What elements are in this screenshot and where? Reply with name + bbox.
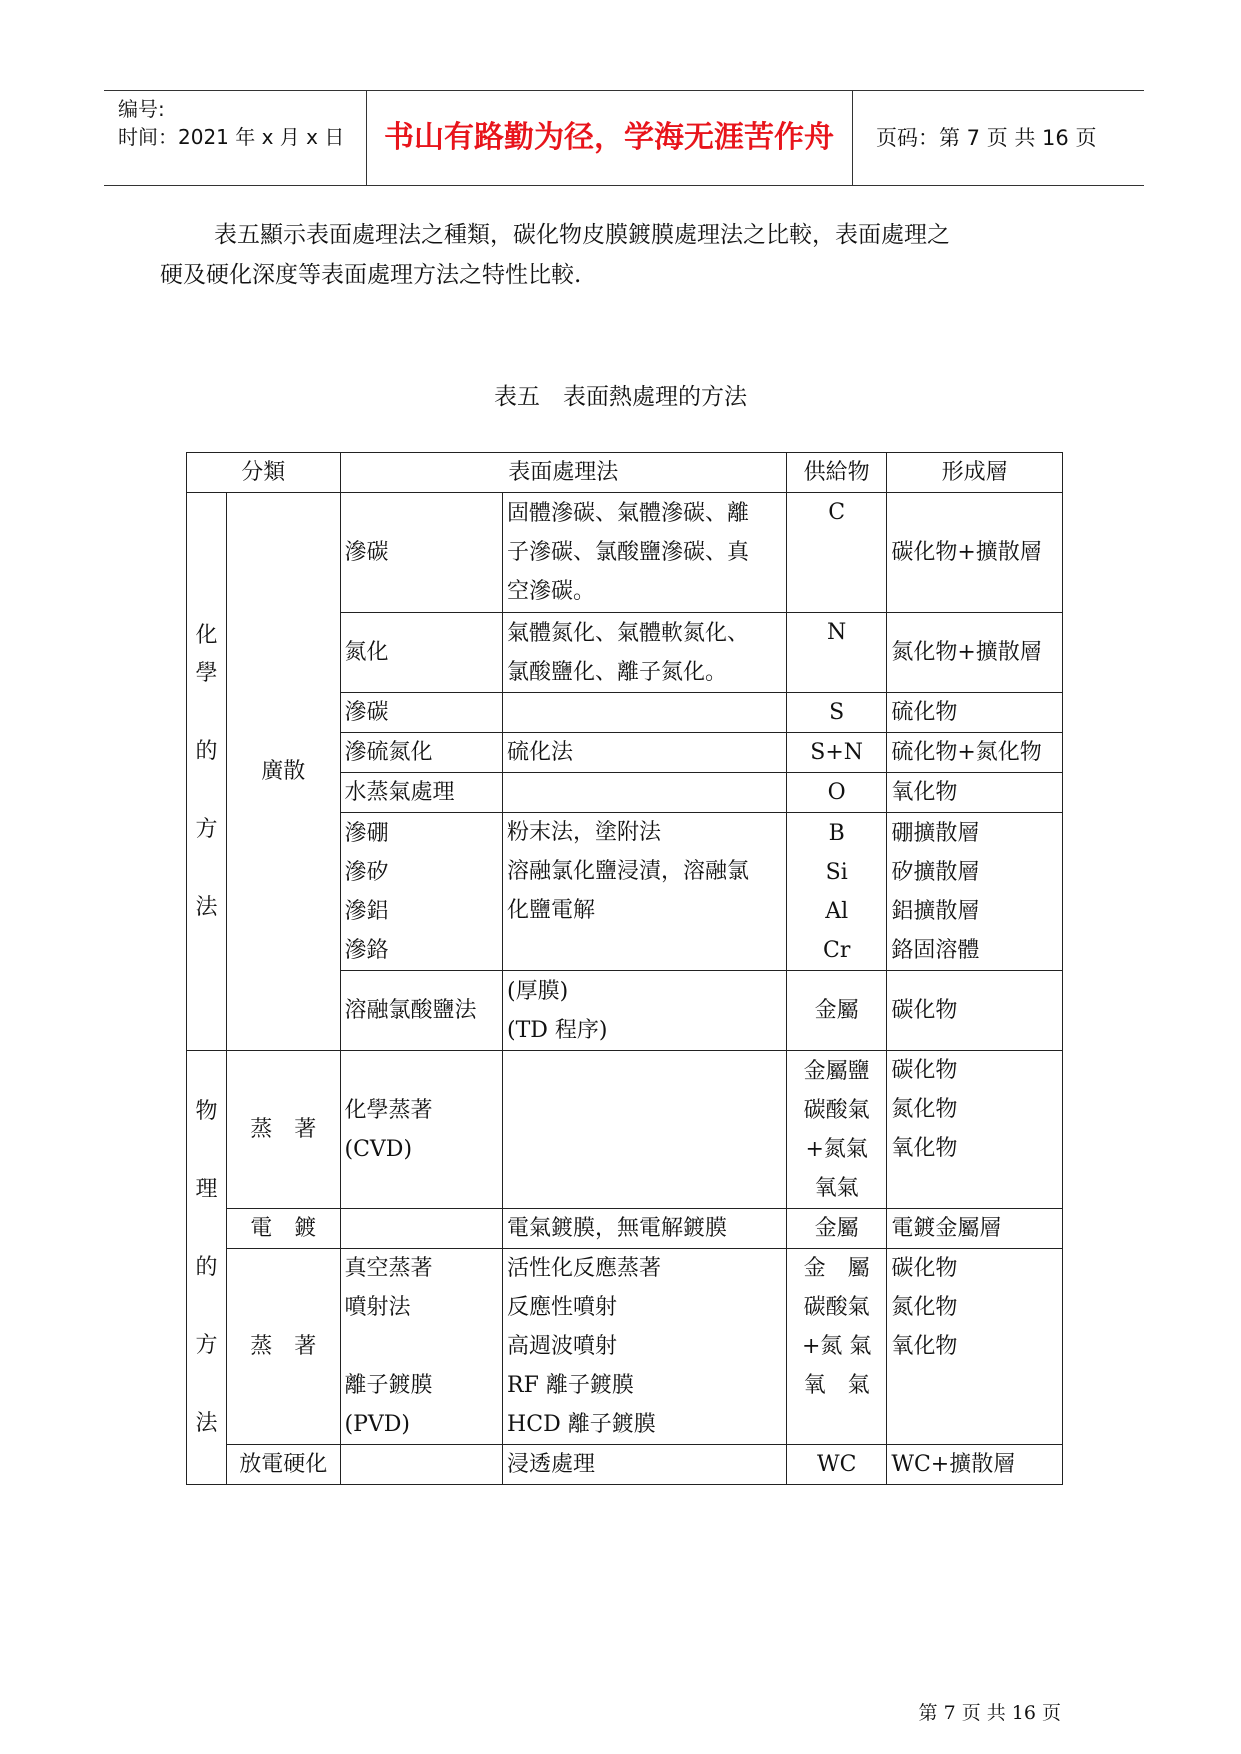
supply-cell: N xyxy=(787,613,887,693)
page-info: 页码：第 7 页 共 16 页 xyxy=(876,126,1097,150)
detail-cell: 浸透處理 xyxy=(503,1445,787,1485)
page-footer: 第 7 页 共 16 页 xyxy=(918,1702,1061,1724)
method-cell: 真空蒸著 噴射法 離子鍍膜 (PVD) xyxy=(340,1249,503,1445)
supply-cell: 金 屬 碳酸氣 +氮 氣 氧 氣 xyxy=(787,1249,887,1445)
header-info xyxy=(104,91,367,185)
page-header xyxy=(104,90,1144,186)
layer-cell: 氧化物 xyxy=(887,773,1063,813)
header-cell: 形成層 xyxy=(887,453,1063,493)
supply-cell: O xyxy=(787,773,887,813)
method-cell: 滲硼 滲矽 滲鋁 滲鉻 xyxy=(340,813,503,971)
layer-cell: 硫化物+氮化物 xyxy=(887,733,1063,773)
table-row xyxy=(187,493,1063,613)
table-row xyxy=(187,1209,1063,1249)
method-cell: 滲硫氮化 xyxy=(340,733,503,773)
method-cell: 滲碳 xyxy=(340,693,503,733)
time-label: 时间：2021 年 x 月 x 日 xyxy=(118,125,345,149)
group-cell: 放電硬化 xyxy=(227,1445,340,1485)
table-row xyxy=(187,1249,1063,1445)
supply-cell: 金屬 xyxy=(787,1209,887,1249)
slogan: 书山有路勤为径，学海无涯苦作舟 xyxy=(366,91,853,185)
supply-cell: C xyxy=(787,493,887,613)
table-caption: 表五 表面熱處理的方法 xyxy=(494,384,747,410)
detail-cell: 粉末法，塗附法 溶融氯化鹽浸漬，溶融氯 化鹽電解 xyxy=(503,813,787,971)
chem-category-label: 化 學 的 方 法 xyxy=(187,493,227,1051)
serial-label: 编号: xyxy=(118,97,165,121)
supply-cell: 金屬鹽 碳酸氣 +氮氣 氧氣 xyxy=(787,1051,887,1209)
method-cell xyxy=(340,1445,503,1485)
header-cell: 供給物 xyxy=(787,453,887,493)
layer-cell: 硫化物 xyxy=(887,693,1063,733)
detail-cell: 固體滲碳、氣體滲碳、離 子滲碳、氯酸鹽滲碳、真 空滲碳。 xyxy=(503,493,787,613)
method-cell: 化學蒸著 (CVD) xyxy=(340,1051,503,1209)
surface-treatment-table xyxy=(186,452,1063,1485)
detail-cell xyxy=(503,773,787,813)
group-cell: 電 鍍 xyxy=(227,1209,340,1249)
layer-cell: 氮化物+擴散層 xyxy=(887,613,1063,693)
detail-cell: 氣體氮化、氣體軟氮化、 氯酸鹽化、離子氮化。 xyxy=(503,613,787,693)
layer-cell: 電鍍金屬層 xyxy=(887,1209,1063,1249)
header-cell: 分類 xyxy=(187,453,341,493)
detail-cell xyxy=(503,1051,787,1209)
supply-cell: B Si Al Cr xyxy=(787,813,887,971)
group-cell: 蒸 著 xyxy=(227,1051,340,1209)
detail-cell xyxy=(503,693,787,733)
detail-cell: 活性化反應蒸著 反應性噴射 高週波噴射 RF 離子鍍膜 HCD 離子鍍膜 xyxy=(503,1249,787,1445)
intro-line: 表五顯示表面處理法之種類，碳化物皮膜鍍膜處理法之比較，表面處理之 xyxy=(214,222,950,248)
detail-cell: (厚膜) (TD 程序) xyxy=(503,971,787,1051)
layer-cell: 碳化物+擴散層 xyxy=(887,493,1063,613)
phys-category-label: 物 理 的 方 法 xyxy=(187,1051,227,1485)
detail-cell: 硫化法 xyxy=(503,733,787,773)
method-cell: 溶融氯酸鹽法 xyxy=(340,971,503,1051)
detail-cell: 電氣鍍膜，無電解鍍膜 xyxy=(503,1209,787,1249)
layer-cell: WC+擴散層 xyxy=(887,1445,1063,1485)
layer-cell: 碳化物 氮化物 氧化物 xyxy=(887,1051,1063,1209)
intro-line: 硬及硬化深度等表面處理方法之特性比較. xyxy=(160,262,582,288)
supply-cell: S+N xyxy=(787,733,887,773)
supply-cell: S xyxy=(787,693,887,733)
layer-cell: 硼擴散層 矽擴散層 鋁擴散層 鉻固溶體 xyxy=(887,813,1063,971)
table-header-row xyxy=(187,453,1063,493)
method-cell xyxy=(340,1209,503,1249)
supply-cell: WC xyxy=(787,1445,887,1485)
supply-cell: 金屬 xyxy=(787,971,887,1051)
header-cell: 表面處理法 xyxy=(340,453,787,493)
layer-cell: 碳化物 氮化物 氧化物 xyxy=(887,1249,1063,1445)
diffusion-group: 廣散 xyxy=(227,493,340,1051)
method-cell: 滲碳 xyxy=(340,493,503,613)
method-cell: 氮化 xyxy=(340,613,503,693)
table-row xyxy=(187,1051,1063,1209)
group-cell: 蒸 著 xyxy=(227,1249,340,1445)
layer-cell: 碳化物 xyxy=(887,971,1063,1051)
table-row xyxy=(187,1445,1063,1485)
intro-paragraph xyxy=(160,215,1064,295)
method-cell: 水蒸氣處理 xyxy=(340,773,503,813)
